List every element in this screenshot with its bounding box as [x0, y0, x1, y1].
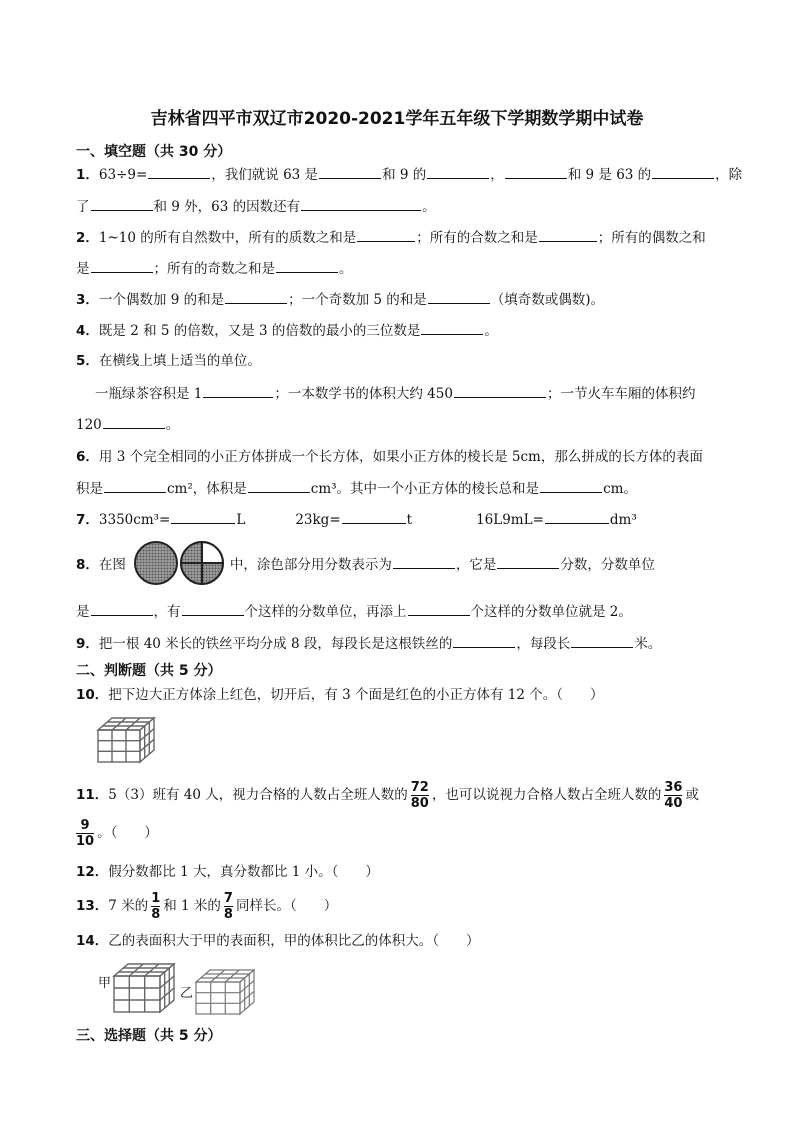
q9-line: 9．把一根 40 米长的铁丝平均分成 8 段，每段长是这根铁丝的 ，每段长 米。 [76, 633, 661, 654]
q2-line2: 是 ；所有的奇数之和是 。 [76, 258, 353, 279]
q1-blank-2[interactable] [319, 164, 381, 179]
fraction-9-10: $\frac{9}{10}$ [76, 818, 95, 849]
q8-line1: 8．在图 中，涂色部分用分数表示为 ，它是 分数，分数单位 [76, 554, 655, 575]
section-fill-in: 一、填空题（共 30 分） [76, 144, 232, 160]
q5-line2: 一瓶绿茶容积是 1 ；一本数学书的体积大约 450 ；一节火车车厢的体积约 [95, 383, 695, 404]
exam-title: 吉林省四平市双辽市2020-2021学年五年级下学期数学期中试卷 [150, 109, 644, 129]
q1-blank-7[interactable] [301, 196, 421, 211]
label-yi: 乙 [180, 986, 194, 1001]
q5-blank-1[interactable] [203, 383, 273, 398]
section-multiple-choice: 三、选择题（共 5 分） [76, 1028, 222, 1044]
section-true-false: 二、判断题（共 5 分） [76, 663, 222, 679]
q1-number: 1． [76, 167, 99, 183]
q1-blank-1[interactable] [148, 164, 210, 179]
q8-blank-2[interactable] [497, 554, 559, 569]
q4-line: 4．既是 2 和 5 的倍数，又是 3 的倍数的最小的三位数是 。 [76, 320, 498, 341]
q2-line1: 2．1~10 的所有自然数中，所有的质数之和是 ；所有的合数之和是 ；所有的偶数之和 [76, 227, 706, 248]
q7-blank-1[interactable] [171, 509, 235, 524]
q6-blank-2[interactable] [248, 478, 310, 493]
q1-line2: 了 和 9 外，63 的因数还有 。 [76, 196, 436, 217]
q8-line2: 是 ，有 个这样的分数单位，再添上 个这样的分数单位就是 2。 [76, 601, 632, 622]
q2-blank-3[interactable] [91, 258, 153, 273]
q3-blank-1[interactable] [225, 289, 287, 304]
fraction-circles-figure [130, 537, 228, 589]
q11-line2: $\frac{9}{10}$ 。（ ） [76, 818, 158, 849]
fraction-72-80: $\frac{72}{80}$ [410, 780, 429, 811]
q13-line: 13．7 米的 $\frac{1}{8}$ 和 1 米的 $\frac{7}{8}$ 同样长。（ ） [76, 891, 338, 922]
q8-blank-1[interactable] [393, 554, 455, 569]
q8-blank-5[interactable] [408, 601, 470, 616]
fraction-7-8: $\frac{7}{8}$ [223, 891, 233, 922]
q9-blank-2[interactable] [571, 633, 633, 648]
q6-blank-3[interactable] [540, 478, 602, 493]
q5-blank-2[interactable] [454, 383, 546, 398]
q2-blank-4[interactable] [276, 258, 338, 273]
q7-line: 7．3350cm³= L 23kg= t 16L9mL= dm³ [76, 509, 637, 530]
q5-line3: 120 。 [76, 414, 179, 435]
q9-blank-1[interactable] [453, 633, 515, 648]
q10-line: 10．把下边大正方体涂上红色，切开后，有 3 个面是红色的小正方体有 12 个。（ ） [76, 687, 604, 703]
q12-line: 12．假分数都比 1 大，真分数都比 1 小。（ ） [76, 864, 379, 880]
q5-blank-3[interactable] [103, 414, 165, 429]
q1-line1: 1．63÷9= ，我们就说 63 是 和 9 的 ， 和 9 是 63 的 ，除 [76, 164, 742, 185]
q6-line1: 6．用 3 个完全相同的小正方体拼成一个长方体，如果小正方体的棱长是 5cm，那么拼成的长方体的表面 [76, 449, 703, 465]
q4-blank[interactable] [421, 320, 483, 335]
q8-blank-4[interactable] [182, 601, 244, 616]
q5-line1: 5．在横线上填上适当的单位。 [76, 353, 261, 369]
q8-blank-3[interactable] [91, 601, 153, 616]
q2-blank-2[interactable] [539, 227, 597, 242]
q14-line: 14．乙的表面积大于甲的表面积，甲的体积比乙的体积大。（ ） [76, 933, 480, 949]
q1-blank-5[interactable] [652, 164, 714, 179]
q2-blank-1[interactable] [357, 227, 415, 242]
fraction-36-40: $\frac{36}{40}$ [664, 780, 683, 811]
q1-blank-6[interactable] [91, 196, 153, 211]
q1-blank-3[interactable] [427, 164, 489, 179]
q7-blank-2[interactable] [342, 509, 406, 524]
q3-line: 3．一个偶数加 9 的和是 ；一个奇数加 5 的和是 （填奇数或偶数)。 [76, 289, 604, 310]
q3-blank-2[interactable] [428, 289, 490, 304]
q6-blank-1[interactable] [104, 478, 166, 493]
q7-blank-3[interactable] [545, 509, 609, 524]
q11-line1: 11．5（3）班有 40 人，视力合格的人数占全班人数的 $\frac{72}{80}$ ，也可以说视力合格人数占全班人数的 $\frac{36}{40}$ 或 [76, 780, 699, 811]
q1-blank-4[interactable] [505, 164, 567, 179]
shaded-circle-full [135, 542, 177, 584]
fraction-1-8: $\frac{1}{8}$ [151, 891, 161, 922]
cube-jia-figure [112, 962, 178, 1014]
cube-yi-figure [194, 968, 260, 1016]
q6-line2: 积是 cm²，体积是 cm³。其中一个小正方体的棱长总和是 cm。 [76, 478, 637, 499]
cube-3x3-figure [96, 716, 158, 764]
label-jia: 甲 [98, 976, 112, 991]
